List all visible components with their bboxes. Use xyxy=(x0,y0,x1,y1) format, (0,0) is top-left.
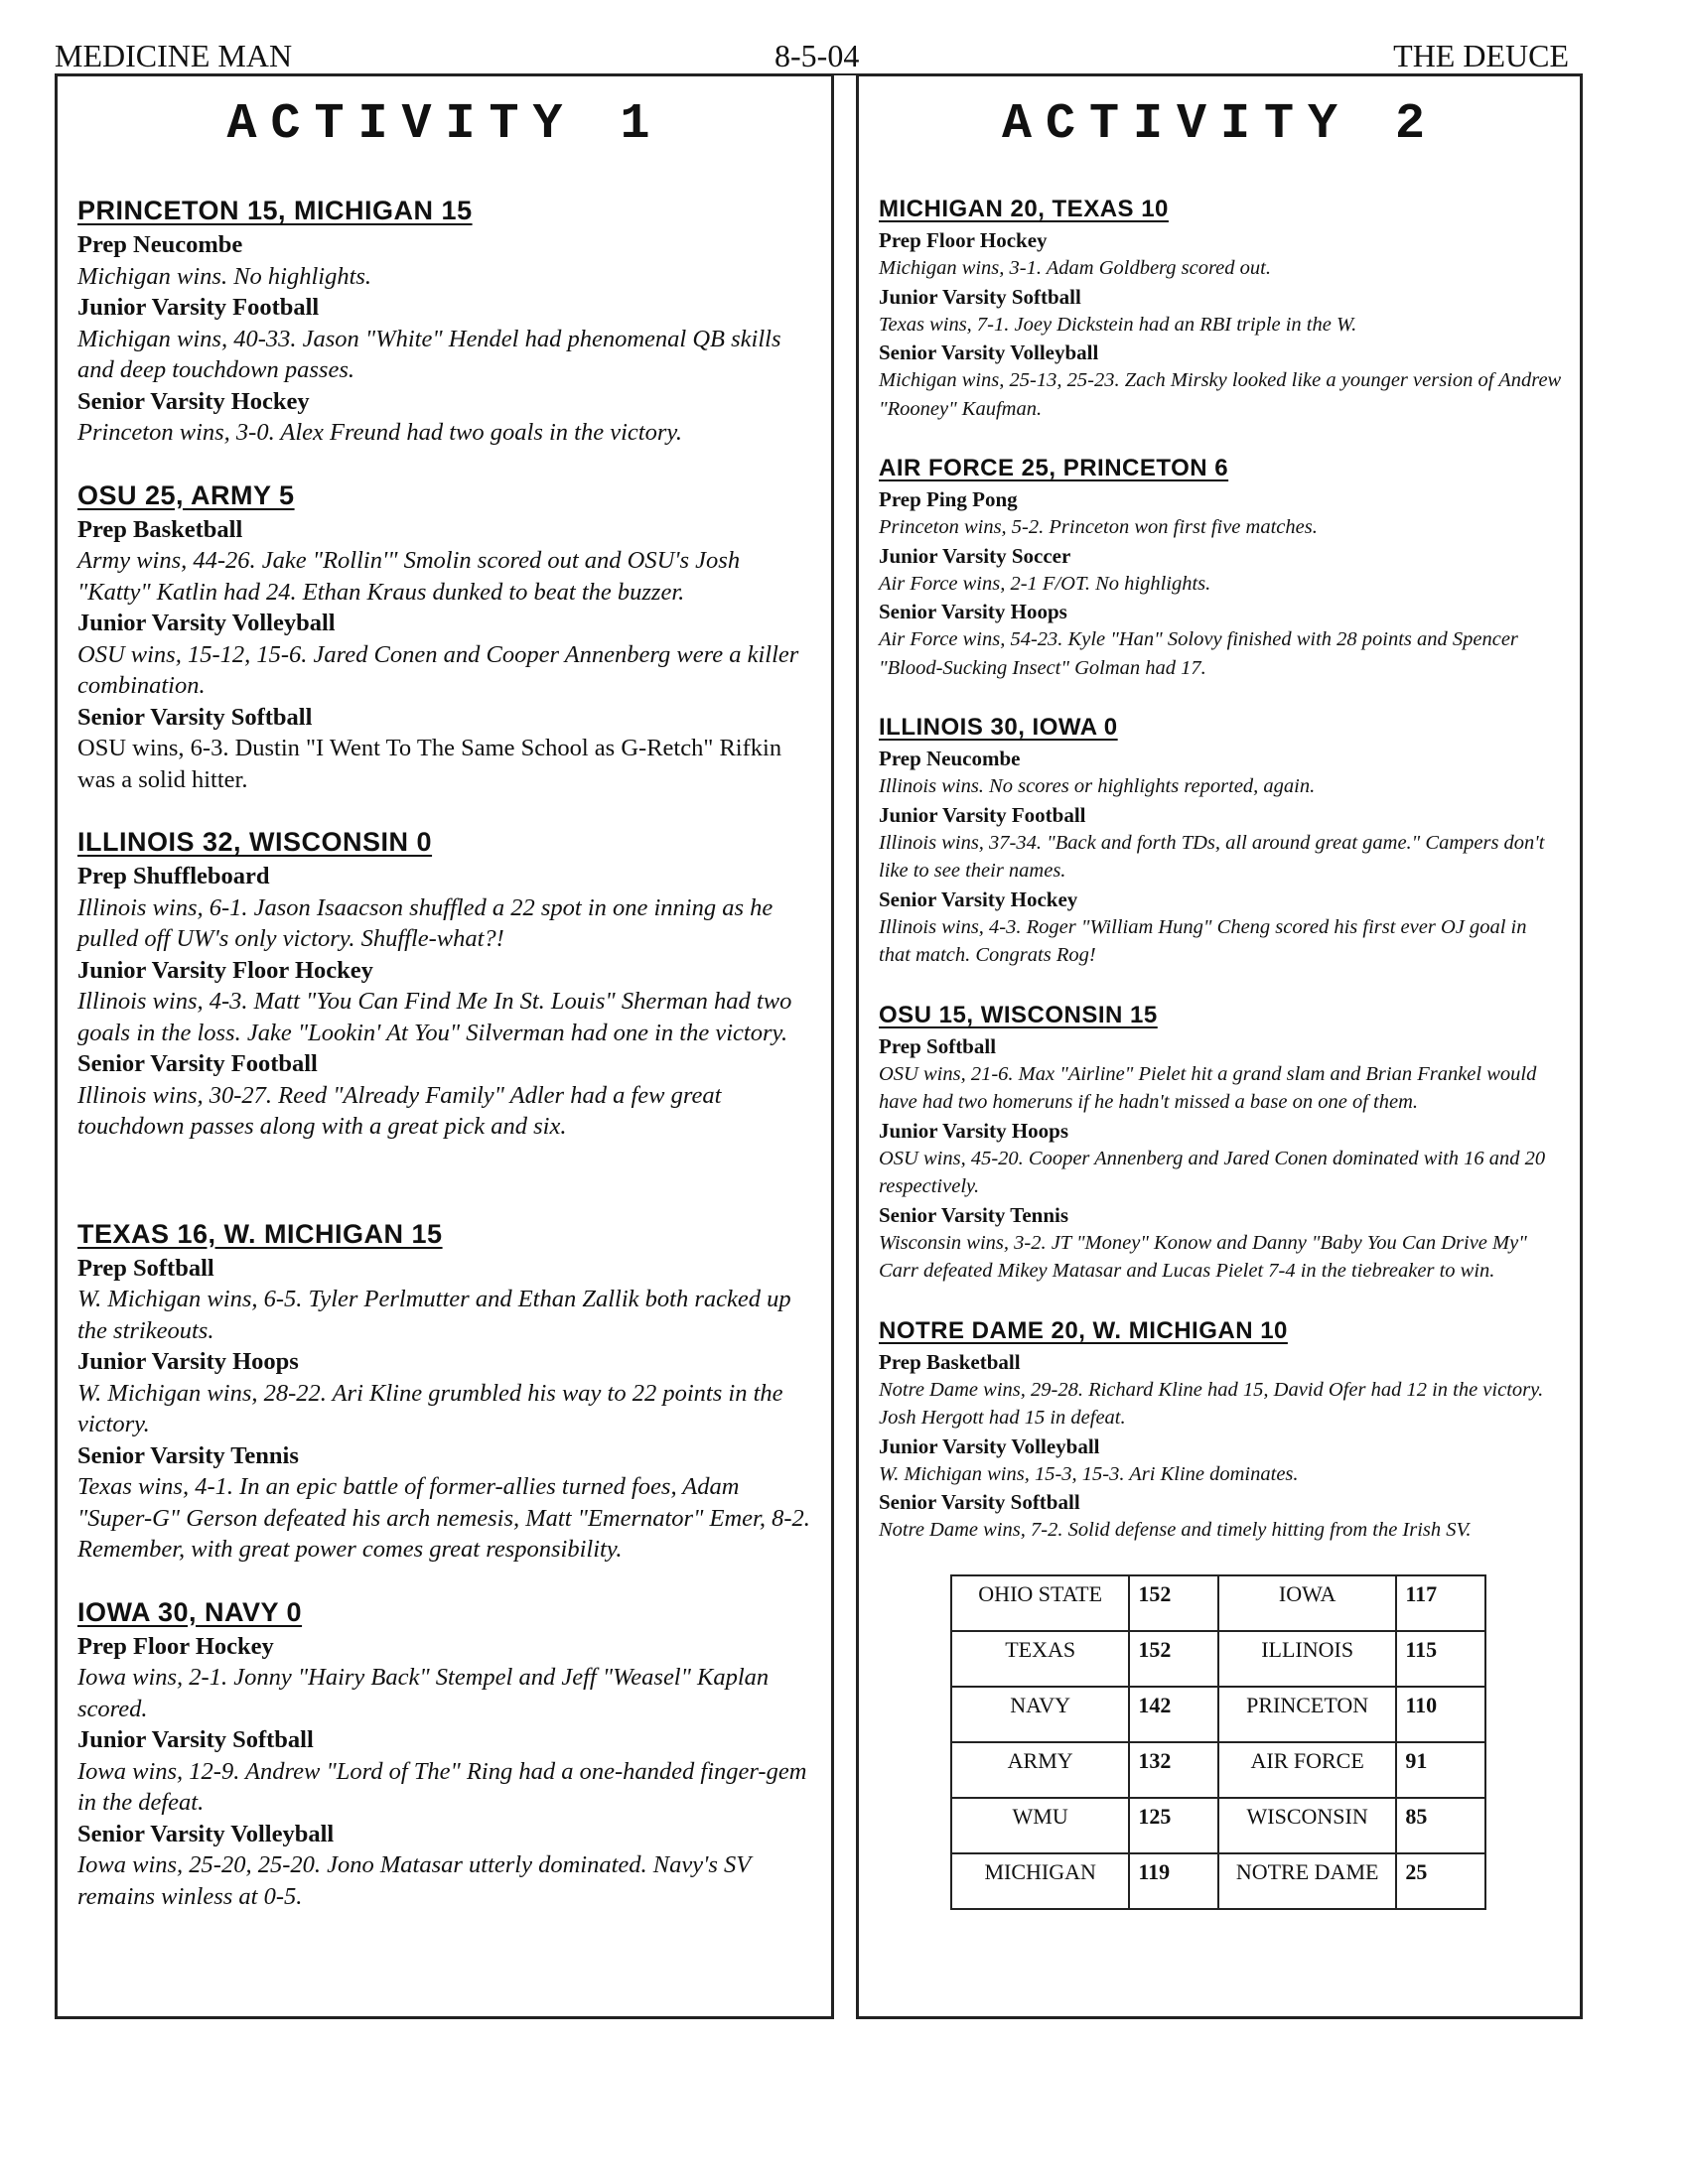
event-result: Wisconsin wins, 3-2. JT "Money" Konow and Danny "Baby You Can Drive My" Carr defeated Mikey Matasar and Lucas Pielet 7-4 in the tiebreaker to win. xyxy=(879,1231,1527,1282)
event-name: Prep Neucombe xyxy=(77,231,243,258)
event-name: Junior Varsity Hoops xyxy=(879,1118,1068,1143)
event-name: Prep Basketball xyxy=(77,515,243,543)
header-right: THE DEUCE xyxy=(1393,38,1569,73)
standings-points: 119 xyxy=(1129,1853,1218,1909)
event-name: Senior Varsity Tennis xyxy=(879,1202,1069,1227)
event-name: Senior Varsity Hockey xyxy=(77,387,310,415)
standings-table xyxy=(950,1574,1486,1910)
event-result: Illinois wins, 30-27. Reed "Already Family" Adler had a few great touchdown passes along with a great pick and six. xyxy=(77,1081,722,1140)
page-header xyxy=(55,36,1569,75)
game-title: OSU 25, ARMY 5 xyxy=(77,479,295,510)
standings-row xyxy=(951,1631,1485,1687)
standings-points: 115 xyxy=(1396,1631,1485,1687)
game-title: AIR FORCE 25, PRINCETON 6 xyxy=(879,455,1229,481)
event-result: Texas wins, 7-1. Joey Dickstein had an RBI triple in the W. xyxy=(879,313,1357,336)
event-name: Prep Floor Hockey xyxy=(77,1632,274,1660)
event-name: Senior Varsity Tennis xyxy=(77,1441,299,1469)
event-name: Senior Varsity Volleyball xyxy=(879,341,1099,364)
activity-1-column xyxy=(55,73,834,2019)
standings-row xyxy=(951,1742,1485,1798)
standings-points: 152 xyxy=(1129,1575,1218,1631)
event-result: Texas wins, 4-1. In an epic battle of former-allies turned foes, Adam "Super-G" Gerson defeated his arch nemesis, Matt "Emernator" Emer, 8-2. Remember, with great power comes great responsibility. xyxy=(77,1473,810,1563)
event-name: Junior Varsity Football xyxy=(77,294,320,321)
standings-team: OHIO STATE xyxy=(951,1575,1129,1631)
standings-team: TEXAS xyxy=(951,1631,1129,1687)
header-date: 8-5-04 xyxy=(774,38,860,73)
game-block xyxy=(77,478,813,796)
standings-team: NAVY xyxy=(951,1687,1129,1742)
event-result: OSU wins, 6-3. Dustin "I Went To The Same School as G-Retch" Rifkin was a solid hitter. xyxy=(77,735,782,793)
activity-2-games xyxy=(879,194,1562,1545)
event-result: Illinois wins, 4-3. Matt "You Can Find Me In St. Louis" Sherman had two goals in the loss. Jake "Lookin' At You" Silverman had one in the victory. xyxy=(77,988,792,1046)
game-block xyxy=(879,1000,1562,1286)
game-block xyxy=(77,1217,813,1566)
event-result: Air Force wins, 2-1 F/OT. No highlights. xyxy=(879,572,1211,595)
activity-2-title: ACTIVITY 2 xyxy=(1001,96,1440,153)
event-name: Junior Varsity Floor Hockey xyxy=(77,956,373,984)
event-result: Michigan wins. No highlights. xyxy=(77,262,372,290)
event-result: Illinois wins. No scores or highlights reported, again. xyxy=(879,775,1316,797)
event-name: Junior Varsity Volleyball xyxy=(77,610,336,636)
event-name: Junior Varsity Volleyball xyxy=(879,1433,1100,1458)
event-name: Senior Varsity Hoops xyxy=(879,600,1067,623)
game-block xyxy=(879,712,1562,970)
standings-points: 85 xyxy=(1396,1798,1485,1853)
event-result: OSU wins, 21-6. Max "Airline" Pielet hit a grand slam and Brian Frankel would have had two homeruns if he hadn't missed a base on one of them. xyxy=(879,1062,1537,1113)
game-block xyxy=(77,825,813,1143)
event-name: Senior Varsity Football xyxy=(77,1050,318,1077)
standings-points: 91 xyxy=(1396,1742,1485,1798)
event-result: W. Michigan wins, 6-5. Tyler Perlmutter and Ethan Zallik both racked up the strikeouts. xyxy=(77,1286,791,1344)
standings-team: WISCONSIN xyxy=(1218,1798,1396,1853)
event-name: Prep Ping Pong xyxy=(879,487,1018,511)
event-name: Prep Floor Hockey xyxy=(879,228,1048,252)
standings-team: MICHIGAN xyxy=(951,1853,1129,1909)
event-name: Senior Varsity Softball xyxy=(879,1490,1080,1514)
game-block xyxy=(879,1315,1562,1545)
event-result: W. Michigan wins, 28-22. Ari Kline grumbled his way to 22 points in the victory. xyxy=(77,1379,783,1437)
standings-row xyxy=(951,1687,1485,1742)
event-result: Notre Dame wins, 29-28. Richard Kline had 15, David Ofer had 12 in the victory. Josh Hergott had 15 in defeat. xyxy=(879,1378,1544,1429)
event-result: W. Michigan wins, 15-3, 15-3. Ari Kline dominates. xyxy=(879,1462,1299,1485)
event-name: Junior Varsity Hoops xyxy=(77,1348,299,1375)
event-name: Prep Shuffleboard xyxy=(77,863,270,889)
game-block xyxy=(77,1595,813,1913)
event-result: Army wins, 44-26. Jake "Rollin'" Smolin scored out and OSU's Josh "Katty" Katlin had 24. Ethan Kraus dunked to beat the buzzer. xyxy=(77,547,741,606)
activity-2-column xyxy=(856,73,1583,2019)
event-result: Michigan wins, 40-33. Jason "White" Hendel had phenomenal QB skills and deep touchdown passes. xyxy=(77,325,781,383)
event-result: Michigan wins, 3-1. Adam Goldberg scored out. xyxy=(879,257,1271,279)
standings-points: 125 xyxy=(1129,1798,1218,1853)
event-name: Senior Varsity Volleyball xyxy=(77,1820,335,1847)
game-title: ILLINOIS 30, IOWA 0 xyxy=(879,714,1118,741)
game-title: ILLINOIS 32, WISCONSIN 0 xyxy=(77,827,433,857)
event-result: Air Force wins, 54-23. Kyle "Han" Solovy finished with 28 points and Spencer "Blood-Sucking Insect" Golman had 17. xyxy=(879,628,1518,679)
event-result: OSU wins, 15-12, 15-6. Jared Conen and Cooper Annenberg were a killer combination. xyxy=(77,640,799,699)
event-name: Junior Varsity Football xyxy=(879,802,1086,827)
standings-row xyxy=(951,1853,1485,1909)
event-name: Junior Varsity Softball xyxy=(77,1726,314,1753)
event-name: Prep Softball xyxy=(879,1033,997,1058)
event-result: Illinois wins, 4-3. Roger "William Hung" Cheng scored his first ever OJ goal in that match. Congrats Rog! xyxy=(879,915,1527,966)
standings-points: 110 xyxy=(1396,1687,1485,1742)
event-name: Senior Varsity Softball xyxy=(77,703,313,731)
event-result: OSU wins, 45-20. Cooper Annenberg and Jared Conen dominated with 16 and 20 respectively. xyxy=(879,1147,1546,1197)
game-title: MICHIGAN 20, TEXAS 10 xyxy=(879,196,1169,222)
standings-team: IOWA xyxy=(1218,1575,1396,1631)
standings-points: 132 xyxy=(1129,1742,1218,1798)
standings-points: 25 xyxy=(1396,1853,1485,1909)
game-block xyxy=(879,194,1562,423)
header-left: MEDICINE MAN xyxy=(55,38,293,73)
game-title: OSU 15, WISCONSIN 15 xyxy=(879,1001,1158,1028)
event-name: Senior Varsity Hockey xyxy=(879,887,1078,911)
standings-team: PRINCETON xyxy=(1218,1687,1396,1742)
event-result: Iowa wins, 12-9. Andrew "Lord of The" Ring had a one-handed finger-gem in the defeat. xyxy=(77,1757,807,1816)
event-result: Illinois wins, 6-1. Jason Isaacson shuffled a 22 spot in one inning as he pulled off UW's only victory. Shuffle-what?! xyxy=(77,893,774,952)
standings-points: 142 xyxy=(1129,1687,1218,1742)
standings-team: WMU xyxy=(951,1798,1129,1853)
event-name: Prep Softball xyxy=(77,1254,214,1282)
game-title: TEXAS 16, W. MICHIGAN 15 xyxy=(77,1218,443,1249)
activity-1-title: ACTIVITY 1 xyxy=(226,96,664,153)
standings-team: ARMY xyxy=(951,1742,1129,1798)
game-title: PRINCETON 15, MICHIGAN 15 xyxy=(77,196,473,225)
event-name: Junior Varsity Soccer xyxy=(879,543,1071,568)
standings-row xyxy=(951,1798,1485,1853)
standings-team: NOTRE DAME xyxy=(1218,1853,1396,1909)
event-result: Princeton wins, 5-2. Princeton won first five matches. xyxy=(879,516,1318,538)
event-result: Iowa wins, 2-1. Jonny "Hairy Back" Stempel and Jeff "Weasel" Kaplan scored. xyxy=(77,1664,770,1722)
event-name: Prep Neucombe xyxy=(879,747,1021,770)
game-block xyxy=(77,194,813,449)
game-block xyxy=(879,453,1562,682)
event-result: Princeton wins, 3-0. Alex Freund had two goals in the victory. xyxy=(77,419,683,446)
standings-team: ILLINOIS xyxy=(1218,1631,1396,1687)
game-title: IOWA 30, NAVY 0 xyxy=(77,1596,303,1627)
standings-points: 117 xyxy=(1396,1575,1485,1631)
standings-row xyxy=(951,1575,1485,1631)
event-result: Iowa wins, 25-20, 25-20. Jono Matasar utterly dominated. Navy's SV remains winless at 0-5. xyxy=(77,1851,751,1910)
standings-points: 152 xyxy=(1129,1631,1218,1687)
spacer xyxy=(77,1172,813,1217)
event-result: Michigan wins, 25-13, 25-23. Zach Mirsky looked like a younger version of Andrew "Rooney" Kaufman. xyxy=(879,369,1562,420)
event-result: Notre Dame wins, 7-2. Solid defense and timely hitting from the Irish SV. xyxy=(879,1519,1472,1541)
event-name: Prep Basketball xyxy=(879,1349,1021,1374)
event-name: Junior Varsity Softball xyxy=(879,284,1081,309)
event-result: Illinois wins, 37-34. "Back and forth TDs, all around great game." Campers don't like to see their names. xyxy=(879,831,1545,882)
standings-team: AIR FORCE xyxy=(1218,1742,1396,1798)
game-title: NOTRE DAME 20, W. MICHIGAN 10 xyxy=(879,1316,1288,1344)
activity-1-games xyxy=(77,194,813,1912)
